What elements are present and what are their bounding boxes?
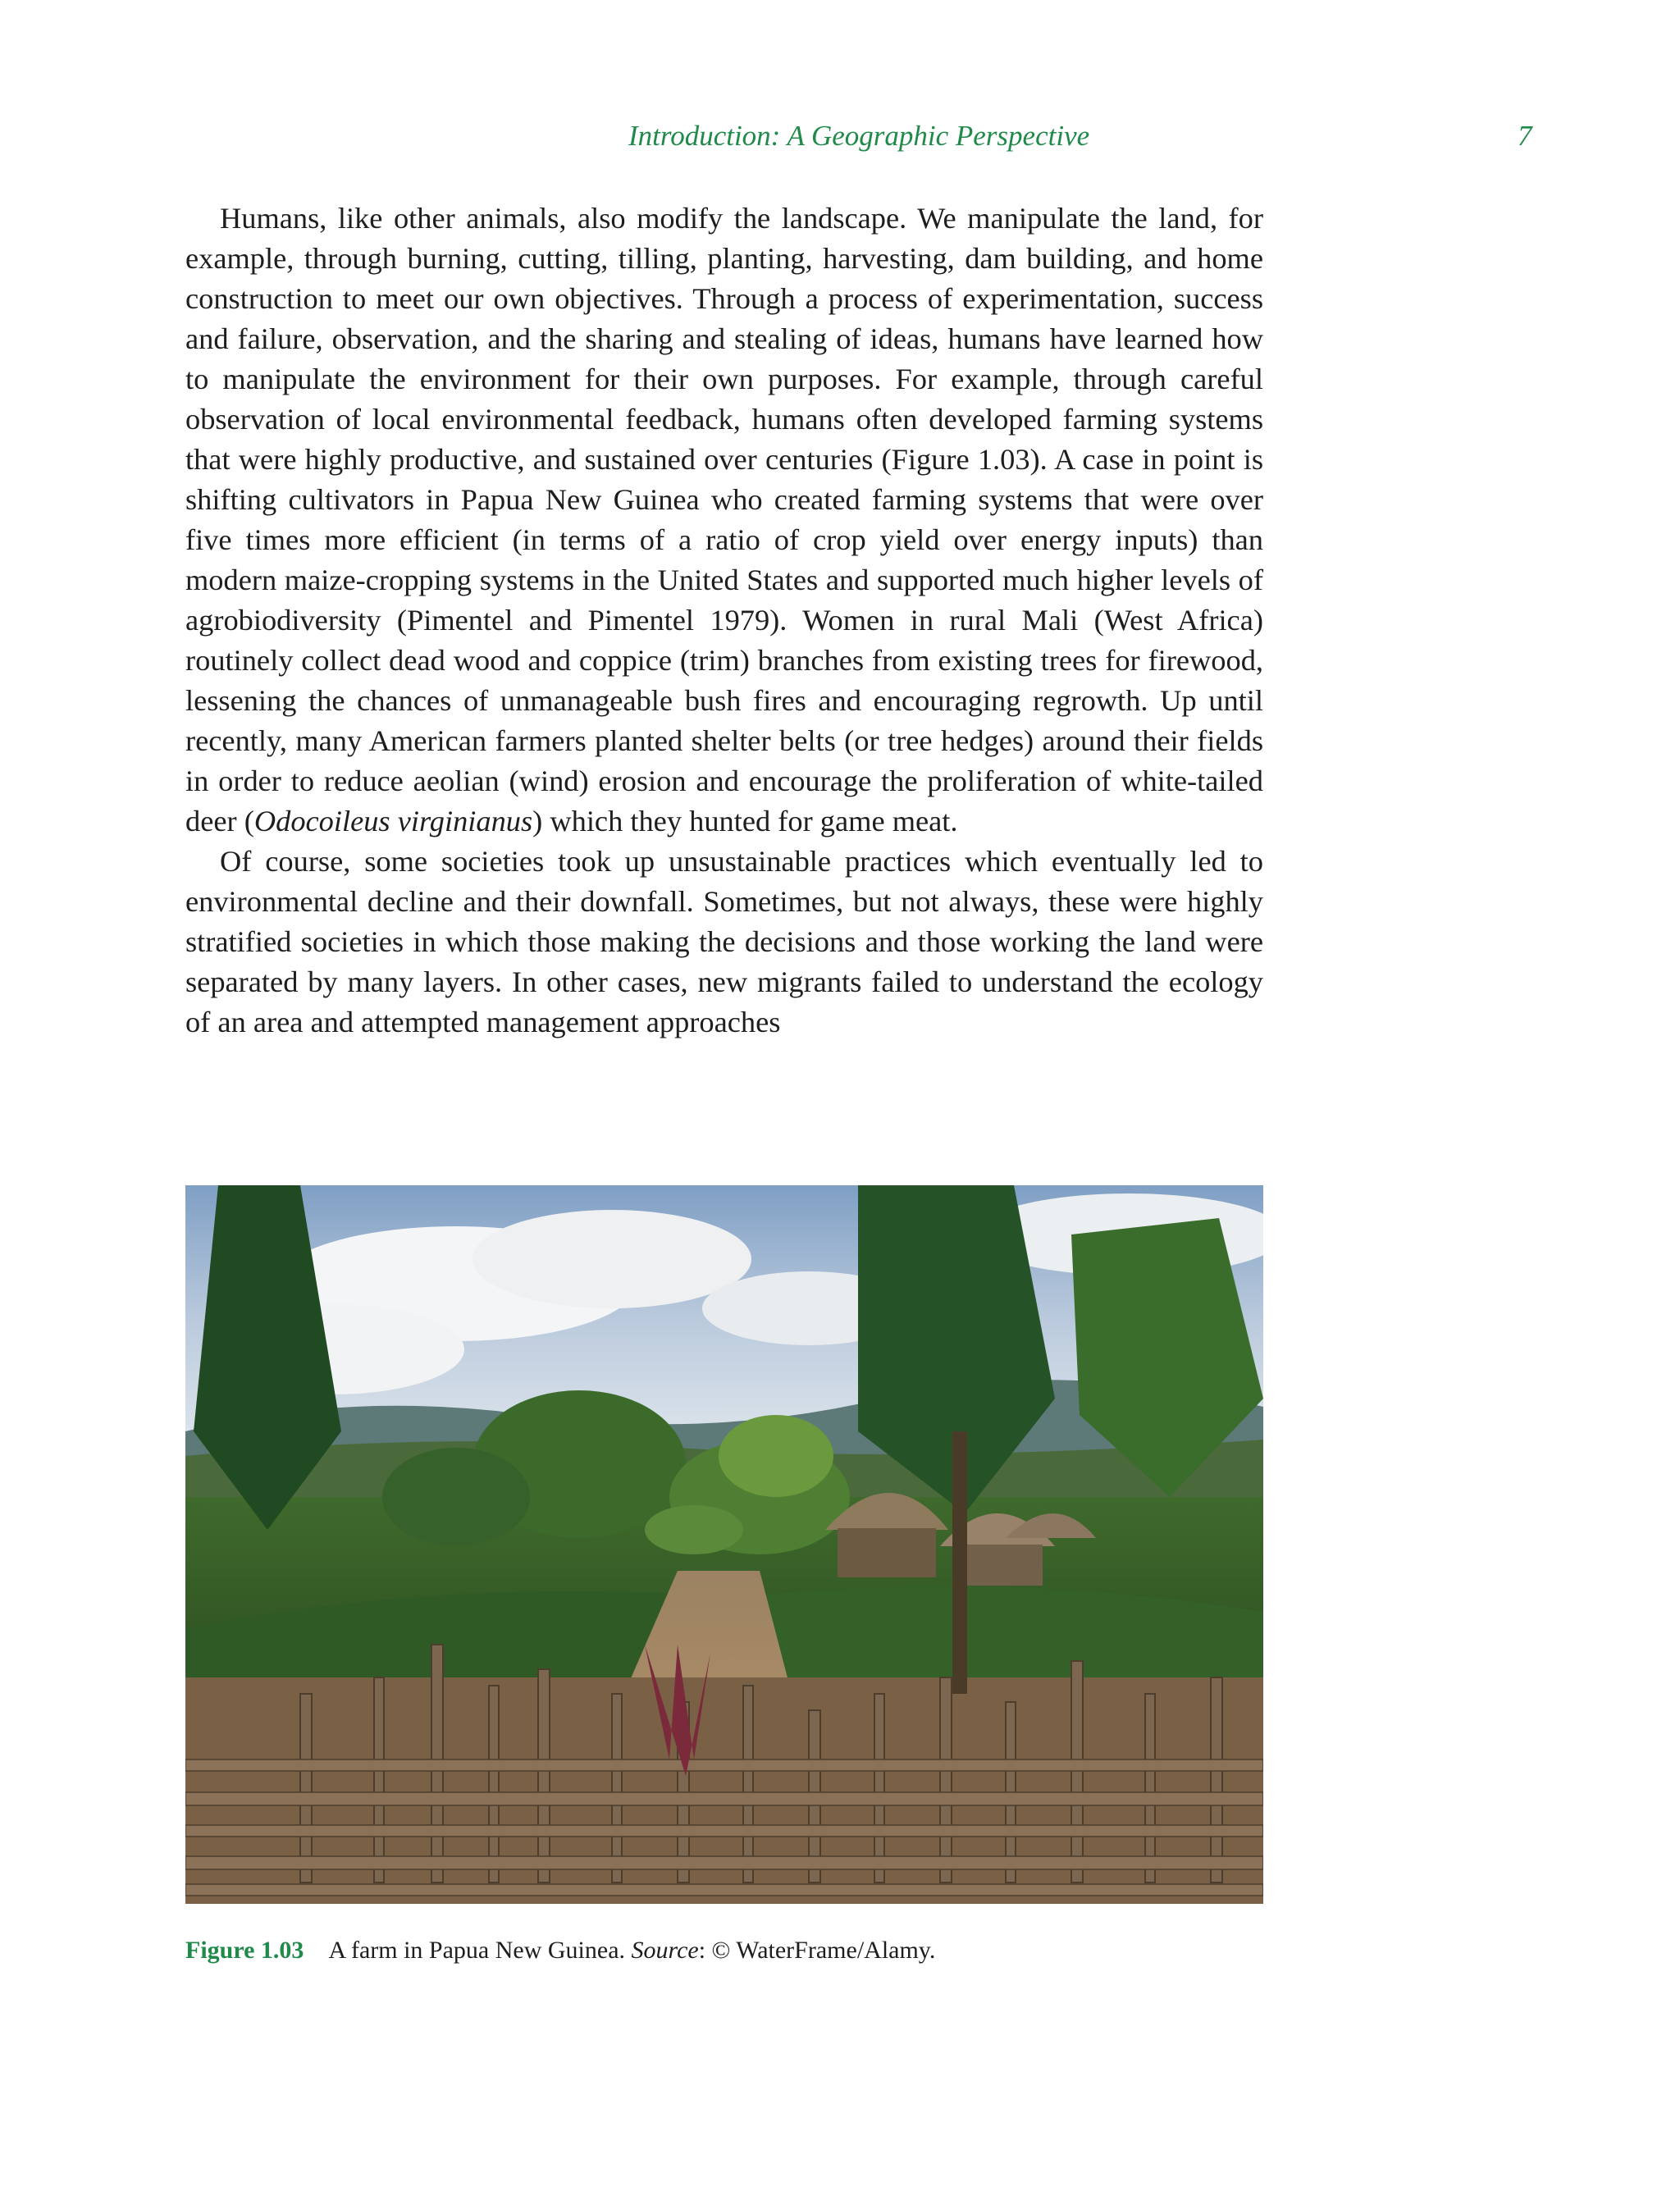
paragraph-2: Of course, some societies took up unsustainable practices which eventually led to environmental decline and their downfall. Sometimes, but not always, these were highly stratified societies in which those making the decisions and those working the land were separated by many layers. In other cases, new migrants failed to understand the ecology of an area and attempted management approaches [185,845,1263,1038]
figure-label: Figure 1.03 [185,1937,304,1964]
running-title: Introduction: A Geographic Perspective [628,120,1090,152]
paragraph-1-text-b: ) which they hunted for game meat. [532,805,958,837]
figure-caption [185,1934,1263,1967]
source-text: : © WaterFrame/Alamy. [698,1937,936,1964]
page-number: 7 [1518,120,1532,152]
species-name: Odocoileus virginianus [253,805,533,837]
paragraph-1-text-a: Humans, like other animals, also modify the landscape. We manipulate the land, for example, through burning, cutting, tilling, planting, harvesting, dam building, and home construction to meet our own objectives. Through a process of experimentation, success and failure, observation, and the sharing and stealing of ideas, humans have learned how to manipulate the environment for their own purposes. For example, through careful observation of local environmental feedback, humans often developed farming systems that were highly productive, and sustained over centuries (Figure 1.03). A case in point is shifting cultivators in Papua New Guinea who created farming systems that were over five times more efficient (in terms of a ratio of crop yield over energy inputs) than modern maize-cropping systems in the United States and supported much higher levels of agrobiodiversity (Pimentel and Pimentel 1979). Women in rural Mali (West Africa) routinely collect dead wood and coppice (trim) branches from existing trees for firewood, lessening the chances of unmanageable bush fires and encouraging regrowth. Up until recently, many American farmers planted shelter belts (or tree hedges) around their fields in order to reduce aeolian (wind) erosion and encourage the proliferation of white-tailed deer ( [185,202,1263,837]
source-label: Source [631,1937,699,1964]
running-head [0,120,1680,161]
paragraph-1 [185,199,1263,842]
figure-photo [185,1185,1263,1904]
caption-text: A farm in Papua New Guinea. [328,1937,632,1964]
farm-photo [185,1185,1263,1904]
body-text [185,199,1263,1043]
